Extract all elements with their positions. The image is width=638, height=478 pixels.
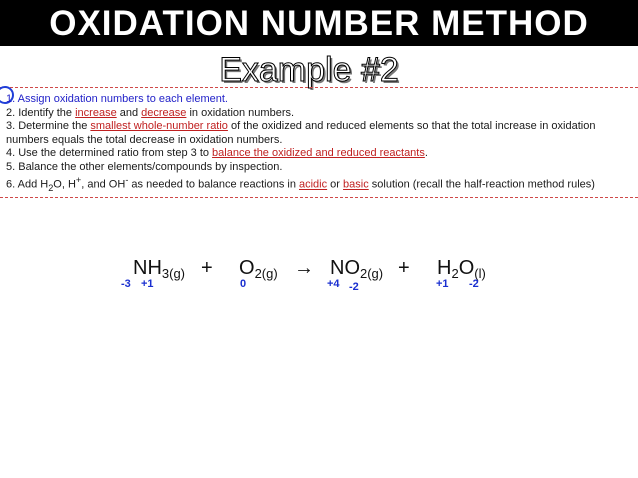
step-4: 4. Use the determined ratio from step 3 to balance the oxidized and reduced reactants. — [6, 147, 428, 159]
formula-nh3: $NH_{3(g)}$ — [133, 257, 186, 281]
example-subtitle: Example #2 — [219, 51, 399, 89]
ox-number-h-h2o: +1 — [436, 278, 449, 290]
steps-list — [6, 93, 631, 195]
ox-number-o-no2: -2 — [349, 281, 359, 293]
step-2: 2. Identify the increase and decrease in oxidation numbers. — [6, 106, 295, 119]
ox-number-n-no2: +4 — [327, 278, 340, 290]
formula-no2: $NO_{2(g)}$ — [330, 257, 384, 281]
bottom-divider — [0, 197, 638, 198]
ox-number-n-nh3: -3 — [121, 278, 131, 290]
step-1: 1. Assign oxidation numbers to each element. — [6, 93, 228, 105]
formula-o2: $O_{2(g)}$ — [239, 257, 278, 281]
reaction-arrow-icon: → — [294, 257, 314, 279]
step-3: 3. Determine the smallest whole-number ratio of the oxidized and reduced elements so that the total increase in oxidation numbers equals the total decrease in oxidation numbers. — [6, 120, 596, 146]
page-title: OXIDATION NUMBER METHOD — [49, 4, 589, 43]
plus-sign-1: + — [201, 257, 213, 279]
ox-number-h-nh3: +1 — [141, 278, 154, 290]
ox-number-o-h2o: -2 — [469, 278, 479, 290]
title-bar — [0, 0, 638, 46]
step-6: 6. Add $H_2O$, H+, and OH- as needed to balance reactions in acidic or basic solution (recall the half-reaction method rules) — [6, 175, 595, 193]
step-5: 5. Balance the other elements/compounds by inspection. — [6, 160, 283, 173]
ox-number-o-o2: 0 — [240, 278, 247, 290]
plus-sign-2: + — [398, 257, 410, 279]
top-divider — [0, 87, 638, 88]
formula-h2o: $H_2O_{(l)}$ — [437, 257, 486, 281]
